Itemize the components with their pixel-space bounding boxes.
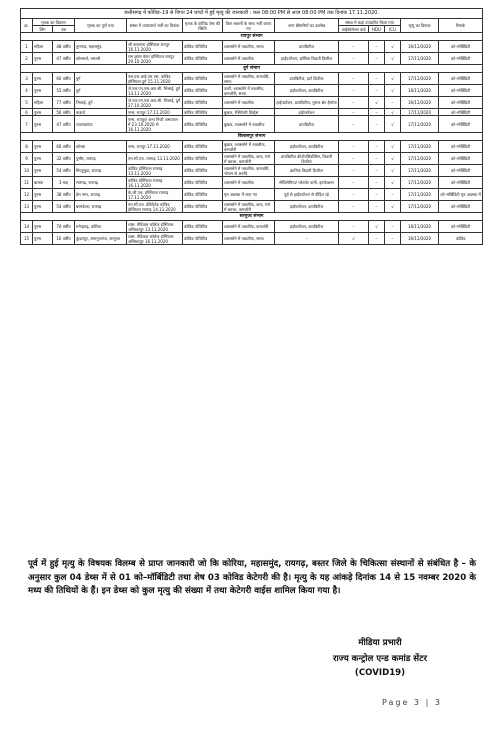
cell-remark: को–मॉर्बिडिटी: [439, 177, 483, 189]
cell-sno: 9: [21, 153, 33, 165]
page-label: Page: [382, 698, 410, 707]
cell-icu: √: [385, 201, 401, 213]
cell-sno: 2: [21, 53, 33, 65]
cell-symptoms: श्वासलेने में तकलीफ, कमजोरी, भोजन से अरुचि: [223, 165, 275, 177]
cell-hdu: √: [369, 221, 385, 233]
cell-address: तुमगांव, महासमुंद: [75, 41, 127, 53]
cell-hdu: –: [369, 177, 385, 189]
table-row: [21, 73, 483, 85]
cell-symptoms: श्वासलेने में तकलीफ, सरफ: [223, 41, 275, 53]
cell-other-disease: डायबिटीज: [275, 116, 339, 133]
cell-isolation: –: [339, 221, 369, 233]
signature-office: राज्य कन्ट्रोल एन्ड कमांड सेंटर: [333, 654, 427, 664]
cell-remark: को–मॉर्बिडिटी: [439, 85, 483, 97]
cell-death-date: 17/11/2020: [401, 73, 439, 85]
cell-sno: 4: [21, 85, 33, 97]
cell-sex: पुरुष: [33, 141, 53, 153]
cell-death-date: 16/11/2020: [401, 85, 439, 97]
cell-hdu: –: [369, 53, 385, 65]
cell-sno: 14: [21, 221, 33, 233]
cell-sno: 10: [21, 165, 33, 177]
col-treatment: संस्था में कहां उपचारित किया गया: [339, 19, 401, 26]
cell-institution: कोविड हॉस्पिटल रायगढ़ 13.11.2020: [127, 165, 183, 177]
cell-age: 47 वर्षीय: [53, 53, 75, 65]
cell-isolation: –: [339, 53, 369, 65]
cell-address: पुसौर, रायगढ़: [75, 153, 127, 165]
cell-institution: एम्स, रायपुर 17.11.2020: [127, 109, 183, 116]
cell-address: प्रेम नगर, रायगढ़: [75, 189, 127, 201]
cell-icu: √: [385, 141, 401, 153]
table-row: [21, 233, 483, 245]
cell-age: 60 वर्षीय: [53, 73, 75, 85]
cell-sno: 6: [21, 109, 33, 116]
cell-test-status: कोविड पॉजिटिव: [183, 141, 223, 153]
cell-symptoms: बुखार, श्वासलेने में तकलीफ, कमजोरी: [223, 141, 275, 153]
col-other-disease: अन्य बीमारियों का उल्लेख: [275, 19, 339, 33]
col-address: मृतक का पूर्ण पता: [75, 19, 127, 33]
signature-title: मीडिया प्रभारी: [358, 638, 402, 648]
table-row: [21, 165, 483, 177]
page-separator: |: [425, 698, 431, 707]
cell-icu: √: [385, 116, 401, 133]
cell-sno: 7: [21, 116, 33, 133]
cell-remark: को–मॉर्बिडिटी: [439, 153, 483, 165]
cell-age: 3 माह: [53, 177, 75, 189]
signature-covid: (COVID19): [354, 668, 406, 678]
cell-sex: पुरुष: [33, 73, 53, 85]
table-row: [21, 116, 483, 133]
cell-hdu: √: [369, 97, 385, 109]
cell-address: दुर्ग: [75, 85, 127, 97]
cell-isolation: –: [339, 73, 369, 85]
cell-other-disease: हाईपरटेंशन, क्रॉनिक किडनी डिसीज: [275, 53, 339, 65]
cell-address: मनेन्द्रगढ़, कोरिया: [75, 221, 127, 233]
cell-sex: महिला: [33, 97, 53, 109]
cell-sex: पुरुष: [33, 153, 53, 165]
cell-icu: √: [385, 41, 401, 53]
cell-test-status: कोविड पॉजिटिव: [183, 85, 223, 97]
cell-age: 66 वर्षीय: [53, 141, 75, 153]
cell-age: 38 वर्षीय: [53, 189, 75, 201]
col-symptoms: किन लक्षणों के साथ भर्ती कराए गए: [223, 19, 275, 33]
cell-sno: 11: [21, 177, 33, 189]
cell-hdu: –: [369, 41, 385, 53]
cell-symptoms: श्वासलेने में तकलीफ, कफ, गले में खराश, कमजोरी: [223, 153, 275, 165]
cell-remark: को–मॉर्बिडिटी: [439, 221, 483, 233]
cell-test-status: कोविड पॉजिटिव: [183, 41, 223, 53]
section-heading: सरगुजा संभाग: [21, 213, 483, 221]
cell-symptoms: मृत अवस्था में लाए गए: [223, 189, 275, 201]
cell-address: मिण्डुमुडा, रायगढ़: [75, 165, 127, 177]
cell-symptoms: बुखार, श्वासलेने में तकलीफ: [223, 116, 275, 133]
cell-other-disease: हाईपरटेंशन, डायबिटीज, पुराना ब्रेन हैमरेज: [275, 97, 339, 109]
cell-test-status: कोविड पॉजिटिव: [183, 189, 223, 201]
col-hdu: HDU: [369, 26, 385, 33]
cell-age: 56 वर्षीय: [53, 109, 75, 116]
death-report-table: [20, 8, 483, 245]
cell-isolation: –: [339, 177, 369, 189]
cell-symptoms: श्वासलेने में तकलीफ, सरफ: [223, 233, 275, 245]
col-sno: क्र.: [21, 19, 33, 33]
cell-symptoms: श्वासलेने में तकलीफ: [223, 97, 275, 109]
cell-hdu: –: [369, 165, 385, 177]
cell-isolation: –: [339, 189, 369, 201]
col-isolation: आईसोलेशन वार्ड: [339, 26, 369, 33]
table-row: [21, 85, 483, 97]
cell-test-status: कोविड पॉजिटिव: [183, 201, 223, 213]
cell-address: राजनांदगांव: [75, 116, 127, 133]
section-heading: रायपुर संभाग: [21, 33, 483, 41]
cell-institution: राम कृष्ण केयर हॉस्पिटल रायपुर 29.10.2020: [127, 53, 183, 65]
cell-address: दुर्ग: [75, 73, 127, 85]
cell-other-disease: हाईपरटेंशन: [275, 109, 339, 116]
cell-sex: पुरुष: [33, 189, 53, 201]
cell-icu: √: [385, 109, 401, 116]
cell-hdu: –: [369, 116, 385, 133]
cell-test-status: कोविड पॉजिटिव: [183, 73, 223, 85]
cell-symptoms: श्वासलेने में तकलीफ, कमजोरी: [223, 221, 275, 233]
cell-other-disease: –: [275, 233, 339, 245]
cell-address: भिलाई, दुर्ग: [75, 97, 127, 109]
cell-death-date: 17/11/2020: [401, 165, 439, 177]
cell-age: 32 वर्षीय: [53, 153, 75, 165]
cell-death-date: 17/11/2020: [401, 201, 439, 213]
cell-sex: पुरुष: [33, 53, 53, 65]
cell-death-date: 17/11/2020: [401, 153, 439, 165]
table-row: [21, 177, 483, 189]
cell-remark: को–मॉर्बिडिटी: [439, 165, 483, 177]
table-row: [21, 41, 483, 53]
cell-other-disease: पूर्व से हाईपरटेंशन से पीड़ित रहे: [275, 189, 339, 201]
cell-test-status: कोविड पॉजिटिव: [183, 177, 223, 189]
cell-test-status: कोविड पॉजिटिव: [183, 233, 223, 245]
cell-address: कोसमर्रा, धमतरी: [75, 53, 127, 65]
cell-institution: एम्स, रायपुर/ अन्य निजी अस्पताल में 23.10.2020 से 16.11.2020: [127, 116, 183, 133]
cell-isolation: –: [339, 85, 369, 97]
cell-address: कोरबा: [75, 141, 127, 153]
cell-hdu: –: [369, 233, 385, 245]
page-current: 3: [413, 698, 422, 707]
cell-sex: पुरुष: [33, 201, 53, 213]
cell-sex: पुरुष: [33, 221, 53, 233]
cell-death-date: 16/11/2020: [401, 221, 439, 233]
cell-other-disease: डायबिटीज कीटोएसिडोसिस, किडनी डिजीज: [275, 153, 339, 165]
col-institution: संस्था में उपचारार्थ भर्ती का दिनांक: [127, 19, 183, 33]
cell-age: 16 वर्षीय: [53, 233, 75, 245]
cell-death-date: 17/11/2020: [401, 109, 439, 116]
cell-icu: –: [385, 233, 401, 245]
cell-address: सारंगढ़, रायगढ़: [75, 177, 127, 189]
section-heading: दुर्ग संभाग: [21, 65, 483, 73]
cell-sex: पुरुष: [33, 116, 53, 133]
cell-death-date: 17/11/2020: [401, 189, 439, 201]
cell-hdu: –: [369, 153, 385, 165]
cell-test-status: कोविड पॉजिटिव: [183, 221, 223, 233]
cell-isolation: √: [339, 233, 369, 245]
cell-remark: को–मॉर्बिडिटी: [439, 141, 483, 153]
cell-other-disease: डायबिटीज: [275, 41, 339, 53]
cell-sex: पुरुष: [33, 85, 53, 97]
cell-isolation: –: [339, 165, 369, 177]
cell-icu: √: [385, 153, 401, 165]
cell-icu: –: [385, 189, 401, 201]
cell-other-disease: सेप्टिसेमिया/ प्लेटलेट कमी, इनफेक्शन: [275, 177, 339, 189]
cell-symptoms: श्वासलेने में तकलीफ, कफ, गले में खराश, कमजोरी: [223, 201, 275, 213]
cell-icu: –: [385, 97, 401, 109]
cell-age: 54 वर्षीय: [53, 201, 75, 213]
cell-symptoms: श्वासलेने में तकलीफ: [223, 177, 275, 189]
cell-institution: श्री नारायणा हॉस्पिटल रायपुर 16.11.2020: [127, 41, 183, 53]
cell-institution: एम.सी.एच. रायगढ़ 13.11.2020: [127, 153, 183, 165]
cell-hdu: –: [369, 73, 385, 85]
cell-institution: एस.एस.आई.एम.एस. कोविड हॉस्पिटल दुर्ग 15.11.2020: [127, 73, 183, 85]
table-row: [21, 141, 483, 153]
cell-sex: पुरुष: [33, 165, 53, 177]
cell-institution: जे.एल.एन.एस.आर.सी. भिलाई, दुर्ग 13.11.2020: [127, 85, 183, 97]
cell-icu: √: [385, 53, 401, 65]
cell-isolation: –: [339, 97, 369, 109]
cell-death-date: 17/11/2020: [401, 53, 439, 65]
cell-test-status: कोविड पॉजिटिव: [183, 53, 223, 65]
col-remark: रिमार्क: [439, 19, 483, 33]
cell-isolation: –: [339, 201, 369, 213]
cell-test-status: कोविड पॉजिटिव: [183, 109, 223, 116]
cell-remark: को–मॉर्बिडिटी: [439, 97, 483, 109]
cell-hdu: –: [369, 85, 385, 97]
cell-symptoms: श्वासलेने में तकलीफ, कमजोरी, सरफ: [223, 73, 275, 85]
cell-symptoms: उल्टी, श्वासलेने में तकलीफ, कमजोरी, सरफ: [223, 85, 275, 97]
table-row: [21, 201, 483, 213]
cell-remark: को–मॉर्बिडिटी मृत अवस्था में: [439, 189, 483, 201]
cell-hdu: –: [369, 189, 385, 201]
cell-death-date: 17/11/2020: [401, 177, 439, 189]
cell-hdu: –: [369, 141, 385, 153]
cell-hdu: –: [369, 109, 385, 116]
cell-other-disease: हाईपरटेंशन, डायबिटीज: [275, 85, 339, 97]
cell-institution: जे.एल.एन.एस.आर.सी. भिलाई, दुर्ग 27.10.2020: [127, 97, 183, 109]
cell-other-disease: क्रानिक किडनी डिजीज: [275, 165, 339, 177]
cell-institution: शास. मेडिकल कॉलेज हॉस्पिटल अम्बिकापुर 13.11.2020: [127, 221, 183, 233]
cell-icu: √: [385, 165, 401, 177]
cell-other-disease: डायबिटीज, हार्ट डिजीज: [275, 73, 339, 85]
table-row: [21, 153, 483, 165]
cell-remark: को–मॉर्बिडिटी: [439, 73, 483, 85]
col-deceased: मृतक का विवरण: [33, 19, 75, 26]
cell-icu: –: [385, 221, 401, 233]
cell-symptoms: बुखार, रेस्पिरेटरी डिस्ट्रेस: [223, 109, 275, 116]
cell-age: 47 वर्षीय: [53, 116, 75, 133]
cell-icu: √: [385, 73, 401, 85]
cell-isolation: –: [339, 41, 369, 53]
cell-age: 77 वर्षीय: [53, 97, 75, 109]
cell-sno: 5: [21, 97, 33, 109]
cell-age: 70 वर्षीय: [53, 221, 75, 233]
cell-hdu: –: [369, 201, 385, 213]
table-row: [21, 53, 483, 65]
cell-symptoms: श्वासलेने में तकलीफ: [223, 53, 275, 65]
cell-test-status: कोविड पॉजिटिव: [183, 153, 223, 165]
cell-remark: को–मॉर्बिडिटी: [439, 116, 483, 133]
cell-address: कवर्धा: [75, 109, 127, 116]
cell-sex: महिला: [33, 41, 53, 53]
col-death-date: मृत्यु का दिनांक: [401, 19, 439, 33]
cell-isolation: –: [339, 116, 369, 133]
cell-institution: के.जी.एच. हॉस्पिटल रायगढ़ 17.11.2020: [127, 189, 183, 201]
cell-sno: 13: [21, 201, 33, 213]
cell-remark: कोविड: [439, 233, 483, 245]
cell-test-status: कोविड पॉजिटिव: [183, 116, 223, 133]
cell-remark: को–मॉर्बिडिटी: [439, 201, 483, 213]
cell-remark: को–मॉर्बिडिटी: [439, 109, 483, 116]
cell-age: 55 वर्षीय: [53, 85, 75, 97]
cell-other-disease: हाईपरटेंशन, डायबिटीज: [275, 221, 339, 233]
cell-other-disease: हाईपरटेंशन, डायबिटीज: [275, 141, 339, 153]
cell-address: बरमकेला, रायगढ़: [75, 201, 127, 213]
cell-institution: कोविड हॉस्पिटल रायगढ़ 16.11.2020: [127, 177, 183, 189]
cell-isolation: –: [339, 153, 369, 165]
cell-sno: 8: [21, 141, 33, 153]
cell-icu: √: [385, 177, 401, 189]
page-total: 3: [434, 698, 442, 707]
table-row: [21, 97, 483, 109]
cell-death-date: 16/11/2020: [401, 233, 439, 245]
col-test-status: मृतक के कोविड टेस्ट की स्थिति: [183, 19, 223, 33]
col-icu: ICU: [385, 26, 401, 33]
cell-remark: को–मॉर्बिडिटी: [439, 53, 483, 65]
cell-institution: एम.सी.एच. डेडिकेटेड कोविड हॉस्पिटल रायगढ़ 14.11.2020: [127, 201, 183, 213]
cell-death-date: 16/11/2020: [401, 97, 439, 109]
cell-death-date: 17/11/2020: [401, 116, 439, 133]
cell-age: 48 वर्षीय: [53, 41, 75, 53]
table-row: [21, 189, 483, 201]
cell-other-disease: हाईपरटेंशन, डायबिटीज: [275, 201, 339, 213]
cell-isolation: –: [339, 109, 369, 116]
cell-sno: 3: [21, 73, 33, 85]
cell-sno: 1: [21, 41, 33, 53]
cell-sno: 15: [21, 233, 33, 245]
col-sex: लिंग: [33, 26, 53, 33]
cell-sex: पुरुष: [33, 109, 53, 116]
report-title: छत्तीसगढ़ में कोविड–19 से विगत 24 घण्टो में हुई मृत्यु की जानकारी : कल 08:00 PM से आज 08:00 PM तक दिनांक 17.11.2020.: [21, 9, 483, 19]
cell-sex: बालक: [33, 177, 53, 189]
cell-address: कुंदरापुर, रामानुजगंज, सरगुजा: [75, 233, 127, 245]
cell-sno: 12: [21, 189, 33, 201]
cell-sex: पुरुष: [33, 233, 53, 245]
cell-remark: को–मॉर्बिडिटी: [439, 41, 483, 53]
cell-test-status: कोविड पॉजिटिव: [183, 165, 223, 177]
col-age: उम्र: [53, 26, 75, 33]
cell-death-date: 16/11/2020: [401, 41, 439, 53]
cell-institution: एम्स, रायपुर 17.11.2020: [127, 141, 183, 153]
table-row: [21, 109, 483, 116]
table-row: [21, 221, 483, 233]
cell-test-status: कोविड पॉजिटिव: [183, 97, 223, 109]
cell-icu: √: [385, 85, 401, 97]
cell-institution: शास. मेडिकल कॉलेज हॉस्पिटल अम्बिकापुर 16.11.2020: [127, 233, 183, 245]
late-death-note: पूर्व में हुई मृत्यु के विषयक विलम्ब से प्राप्त जानकारी जो कि कोरिया, महासमुंद, रायगढ़, बस्तर जिले के चिकित्सा संस्थानों से संबंधित है – के अनुसार कुल 04 डेथ्स में से 01 को–मॉर्बिडिटी तथा शेष 03 कोविड केटेगरी की है। मृत्यु के यह आंकड़े दिनांक 14 से 15 नवम्बर 2020 के मध्य की तिथियों के हैं। इन डेथ्स को कुल मृत्यु की संख्या में तथा केटेगरी वाईस शामिल किया गया है।: [28, 559, 476, 597]
page-number: [382, 698, 442, 707]
cell-age: 54 वर्षीय: [53, 165, 75, 177]
section-heading: बिलासपुर संभाग: [21, 133, 483, 141]
report-page: [20, 8, 482, 245]
cell-isolation: –: [339, 141, 369, 153]
cell-death-date: 17/11/2020: [401, 141, 439, 153]
